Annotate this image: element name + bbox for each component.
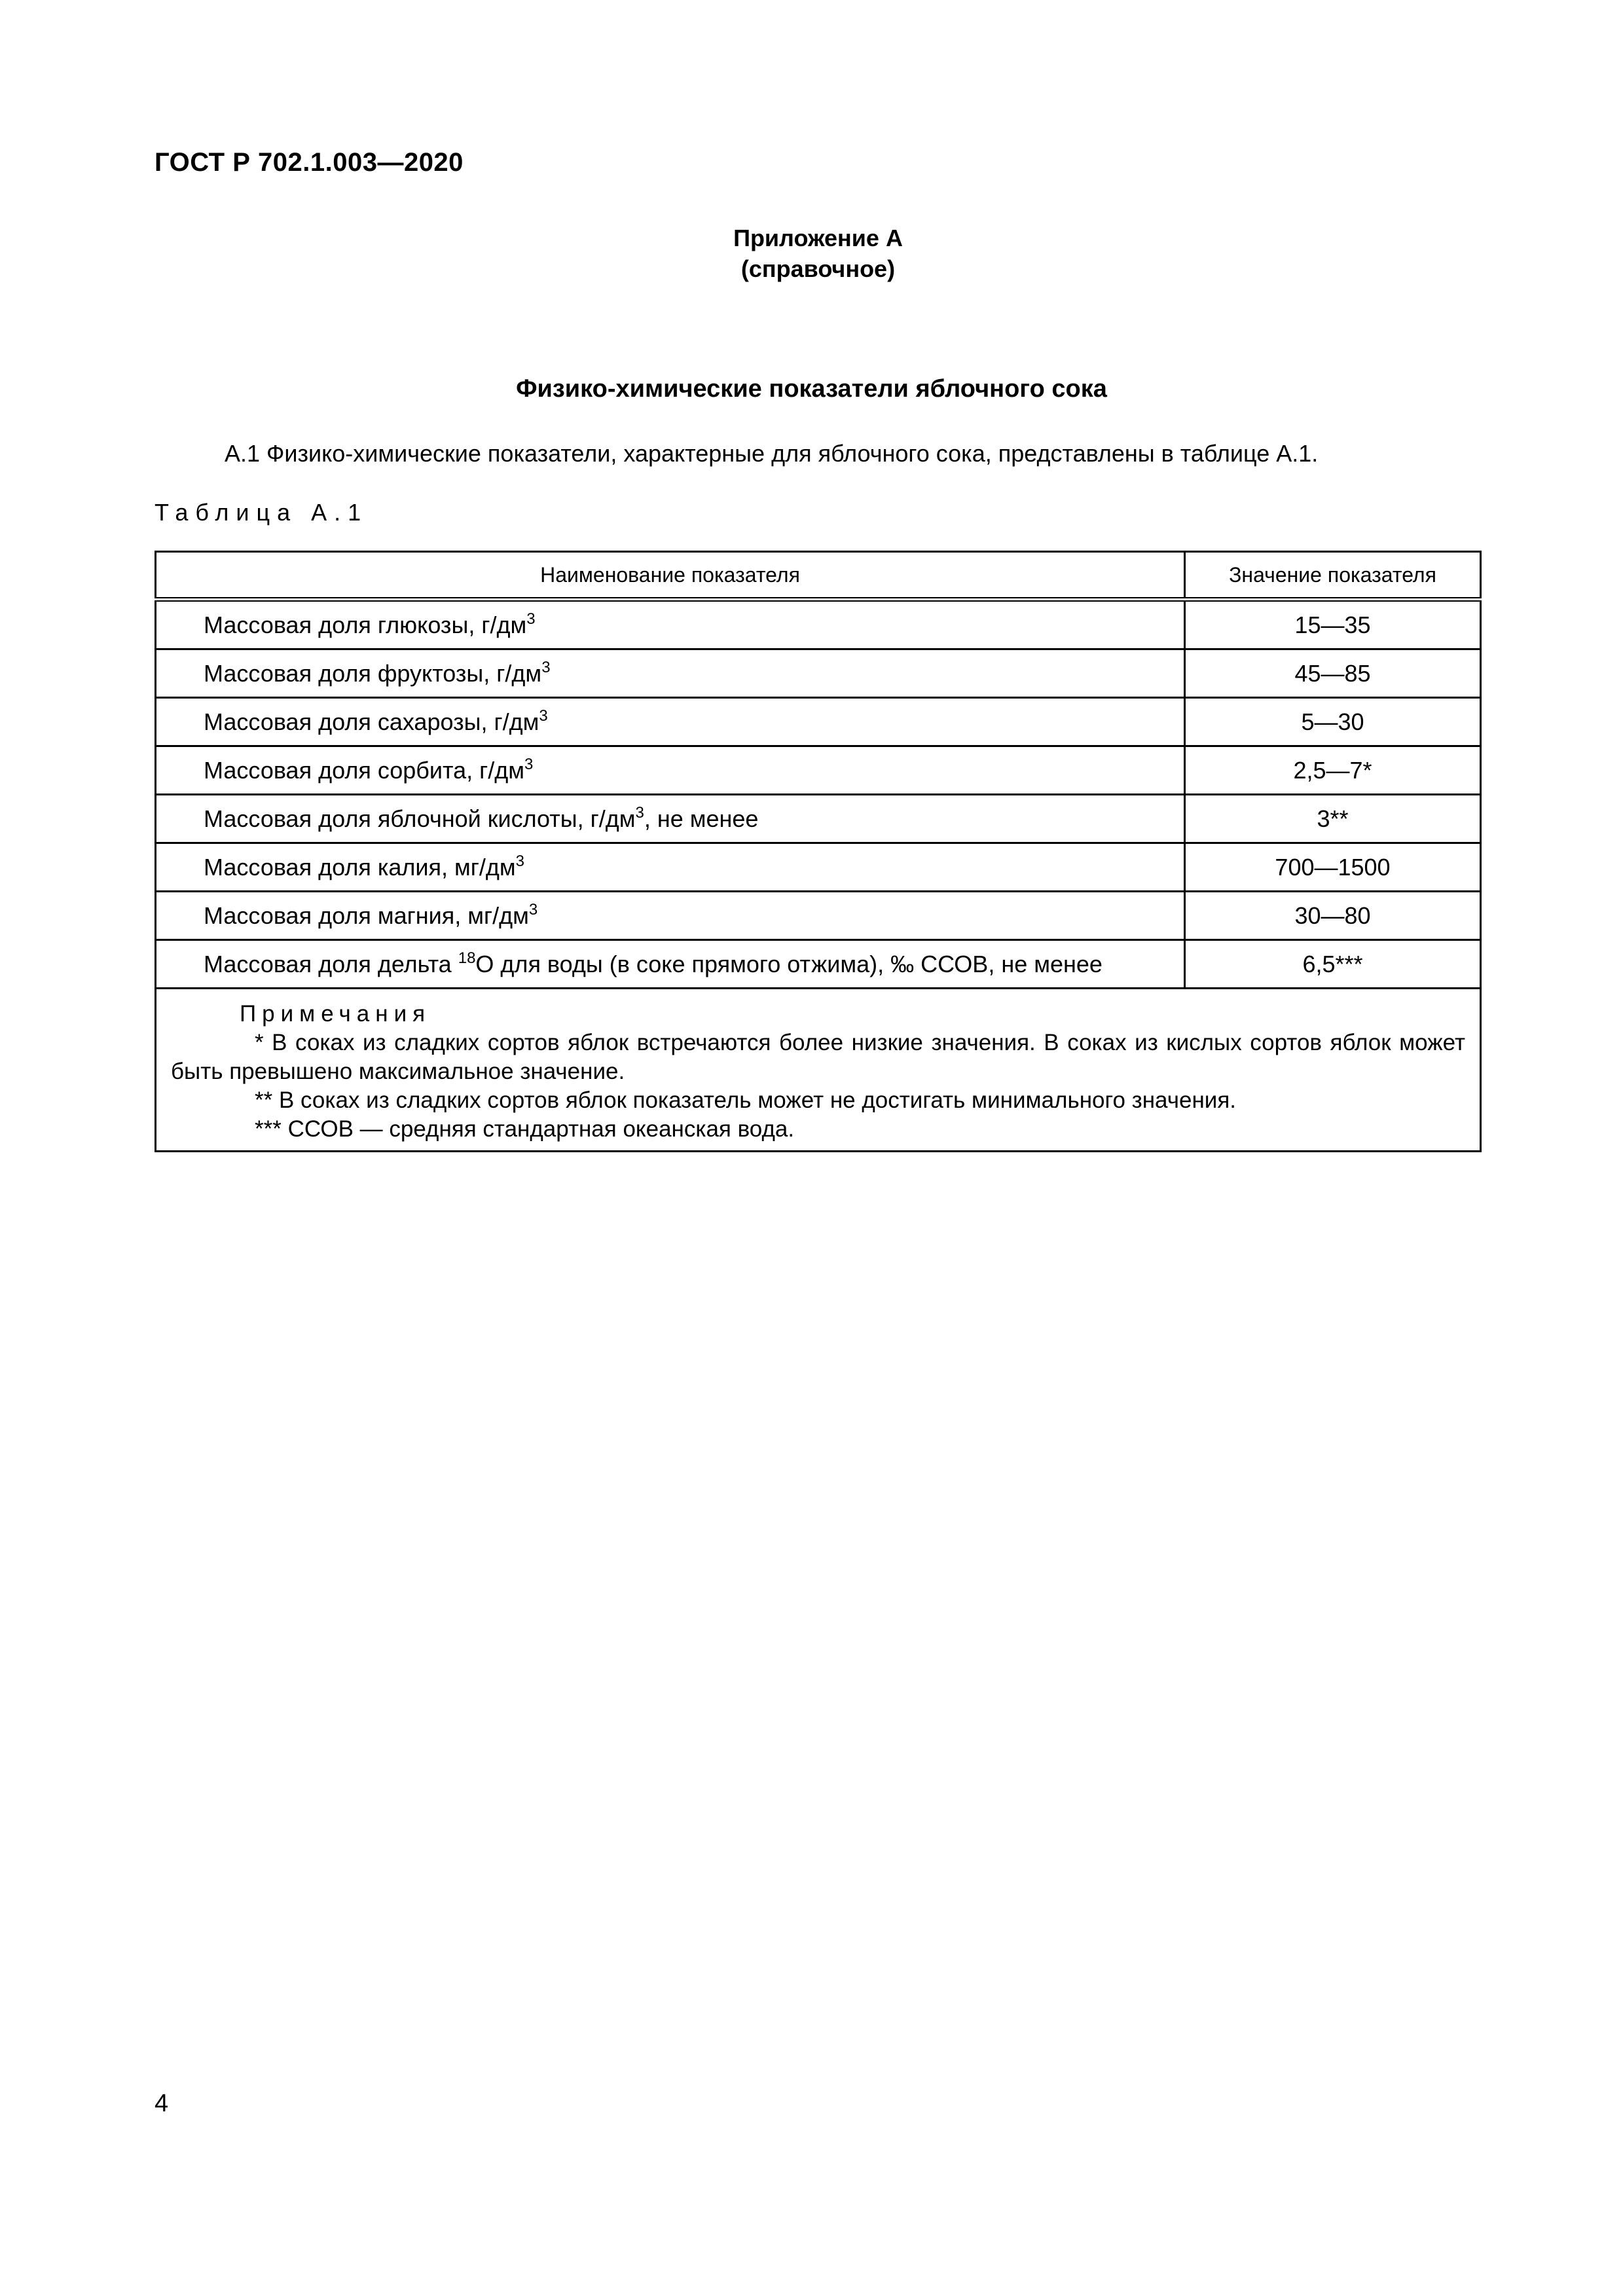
row-name: Массовая доля яблочной кислоты, $г/дм^3$, не менее: [156, 795, 1185, 843]
note-item: *** ССОВ — средняя стандартная океанская вода.: [255, 1116, 795, 1142]
notes-cell: [156, 989, 1481, 1152]
row-value: 15—35: [1185, 600, 1481, 649]
intro-paragraph: А.1 Физико-химические показатели, характерные для яблочного сока, представлены в таблице А.1.: [225, 440, 1319, 467]
page-number: 4: [155, 2090, 169, 2117]
appendix-title: Приложение А: [733, 225, 903, 251]
notes-row: [156, 989, 1481, 1152]
row-name: Массовая доля сорбита, $г/дм^3$: [156, 746, 1185, 795]
table-row: [156, 843, 1481, 892]
row-value: 2,5—7*: [1185, 746, 1481, 795]
appendix-kind: (справочное): [740, 255, 896, 282]
table-row: [156, 649, 1481, 698]
row-name: Массовая доля глюкозы, $г/дм^3$: [156, 600, 1185, 649]
table-row: [156, 795, 1481, 843]
section-title: Физико-химические показатели яблочного сока: [516, 375, 1107, 403]
header-value: Значение показателя: [1185, 552, 1481, 600]
row-value: 6,5***: [1185, 940, 1481, 989]
table-row: [156, 698, 1481, 746]
row-value: 45—85: [1185, 649, 1481, 698]
row-name: Массовая доля фруктозы, $г/дм^3$: [156, 649, 1185, 698]
row-value: 30—80: [1185, 892, 1481, 940]
document-code: ГОСТ Р 702.1.003—2020: [155, 148, 464, 177]
table-row: [156, 892, 1481, 940]
note-item: * В соках из сладких сортов яблок встречаются более низкие значения. В соках из кислых сортов яблок может быть превышено максимальное значение.: [171, 1030, 1465, 1084]
note-item: ** В соках из сладких сортов яблок показатель может не достигать минимального значения.: [255, 1087, 1237, 1113]
header-name: Наименование показателя: [156, 552, 1185, 600]
row-value: 3**: [1185, 795, 1481, 843]
row-name: Массовая доля дельта $^{18}$O для воды (в соке прямого отжима), ‰ ССОВ, не менее: [156, 940, 1185, 989]
row-value: 5—30: [1185, 698, 1481, 746]
table-row: [156, 746, 1481, 795]
row-value: 700—1500: [1185, 843, 1481, 892]
row-name: Массовая доля калия, $мг/дм^3$: [156, 843, 1185, 892]
table-row: [156, 940, 1481, 989]
row-name: Массовая доля магния, $мг/дм^3$: [156, 892, 1185, 940]
indicators-table: [155, 551, 1482, 1152]
table-header-row: [156, 552, 1481, 600]
row-name: Массовая доля сахарозы, $г/дм^3$: [156, 698, 1185, 746]
table-caption: Таблица А.1: [155, 499, 369, 526]
table-row: [156, 600, 1481, 649]
notes-heading: Примечания: [240, 1001, 431, 1027]
